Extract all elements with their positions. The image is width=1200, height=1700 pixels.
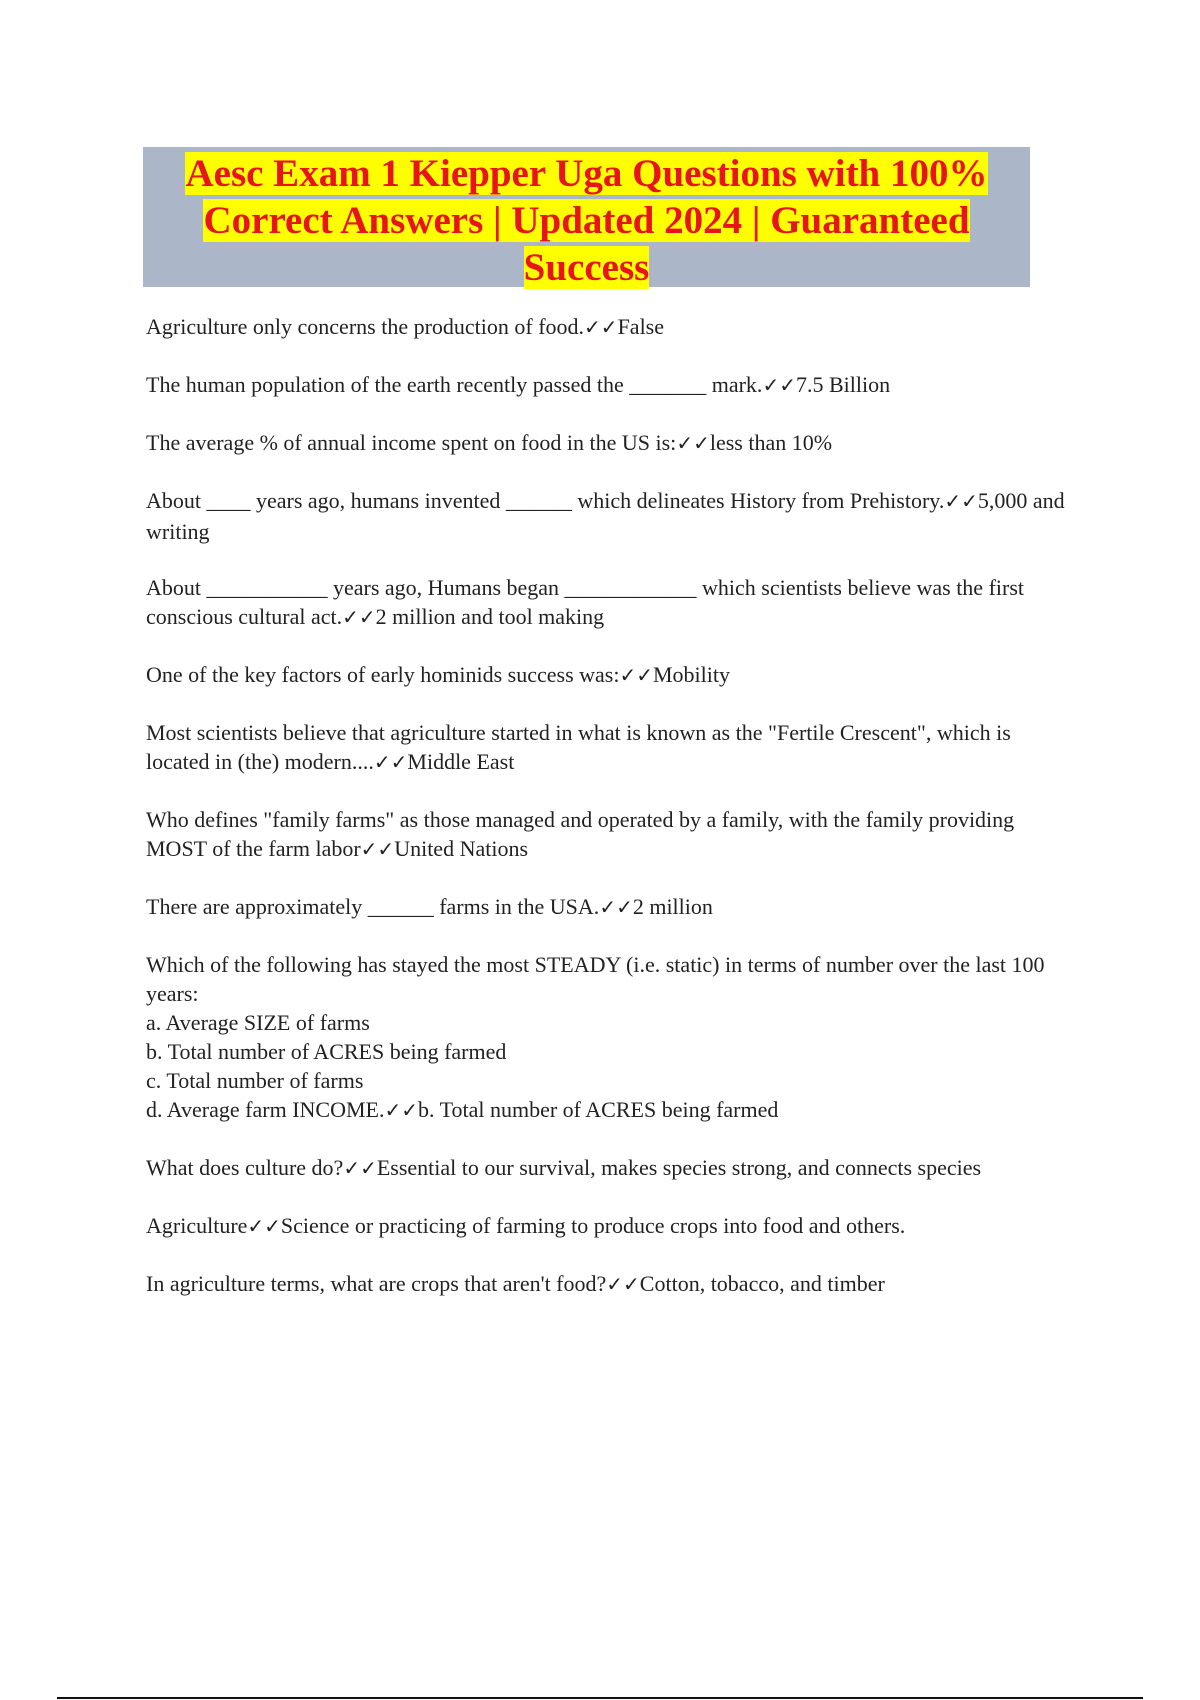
answer-text: Cotton, tobacco, and timber bbox=[639, 1271, 885, 1296]
qa-item bbox=[146, 950, 1076, 1126]
qa-item bbox=[146, 573, 1076, 633]
check-mark-icon: ✓✓ bbox=[599, 897, 633, 919]
check-mark-icon: ✓✓ bbox=[384, 1100, 418, 1122]
answer-text: less than 10% bbox=[709, 430, 833, 455]
check-mark-icon: ✓✓ bbox=[373, 752, 408, 774]
check-mark-icon: ✓✓ bbox=[584, 317, 618, 339]
check-mark-icon: ✓✓ bbox=[762, 375, 796, 397]
answer-text: b. Total number of ACRES being farmed bbox=[417, 1097, 779, 1122]
check-mark-icon: ✓✓ bbox=[606, 1274, 640, 1296]
qa-item bbox=[146, 718, 1076, 778]
qa-item bbox=[146, 805, 1076, 865]
question-text: About ____ years ago, humans invented ______ which delineates History from Prehistory. bbox=[146, 488, 945, 513]
question-text: Most scientists believe that agriculture started in what is known as the "Fertile Crescent", which is located in (the) modern.... bbox=[146, 720, 1011, 774]
footer-divider bbox=[57, 1697, 1143, 1699]
answer-text: Science or practicing of farming to produce crops into food and others. bbox=[280, 1213, 906, 1238]
question-text: What does culture do? bbox=[146, 1155, 344, 1180]
check-mark-icon: ✓✓ bbox=[360, 839, 395, 861]
question-text: The human population of the earth recently passed the _______ mark. bbox=[146, 372, 763, 397]
title-banner bbox=[143, 147, 1030, 287]
check-mark-icon: ✓✓ bbox=[247, 1216, 281, 1238]
qa-item bbox=[146, 428, 1076, 459]
check-mark-icon: ✓✓ bbox=[619, 665, 653, 687]
answer-text: United Nations bbox=[394, 836, 529, 861]
answer-text: 5,000 and writing bbox=[146, 488, 1065, 544]
check-mark-icon: ✓✓ bbox=[342, 607, 376, 629]
question-text: In agriculture terms, what are crops that aren't food? bbox=[146, 1271, 607, 1296]
qa-item bbox=[146, 312, 1076, 343]
answer-text: 2 million bbox=[632, 894, 713, 919]
question-text: About ___________ years ago, Humans began ____________ which scientists believe was the first conscious cultural act. bbox=[146, 575, 1025, 629]
check-mark-icon: ✓✓ bbox=[676, 433, 710, 455]
check-mark-icon: ✓✓ bbox=[343, 1158, 377, 1180]
answer-text: Mobility bbox=[653, 662, 731, 687]
qa-item bbox=[146, 892, 1076, 923]
question-text: Agriculture only concerns the production of food. bbox=[146, 314, 585, 339]
question-text: The average % of annual income spent on food in the US is: bbox=[146, 430, 677, 455]
answer-text: 2 million and tool making bbox=[375, 604, 605, 629]
question-text: Which of the following has stayed the most STEADY (i.e. static) in terms of number over the last 100 years: a. Average SIZE of farms b. Total number of ACRES being farmed c. Total number of farms d. Average farm INCOME. bbox=[146, 952, 1045, 1122]
question-text: There are approximately ______ farms in the USA. bbox=[146, 894, 600, 919]
question-text: Who defines "family farms" as those managed and operated by a family, with the family providing MOST of the farm labor bbox=[146, 807, 1015, 861]
qa-item bbox=[146, 1153, 1076, 1184]
qa-list bbox=[146, 312, 1076, 1327]
check-mark-icon: ✓✓ bbox=[944, 491, 978, 513]
question-text: Agriculture bbox=[146, 1213, 248, 1238]
qa-item bbox=[146, 1269, 1076, 1300]
answer-text: Essential to our survival, makes species strong, and connects species bbox=[376, 1155, 982, 1180]
answer-text: False bbox=[617, 314, 665, 339]
qa-item bbox=[146, 370, 1076, 401]
answer-text: 7.5 Billion bbox=[795, 372, 891, 397]
question-text: One of the key factors of early hominids success was: bbox=[146, 662, 620, 687]
document-title: Aesc Exam 1 Kiepper Uga Questions with 100% Correct Answers | Updated 2024 | Guaranteed Success bbox=[185, 152, 988, 289]
qa-item bbox=[146, 660, 1076, 691]
answer-text: Middle East bbox=[407, 749, 515, 774]
qa-item bbox=[146, 1211, 1076, 1242]
qa-item bbox=[146, 486, 1076, 546]
